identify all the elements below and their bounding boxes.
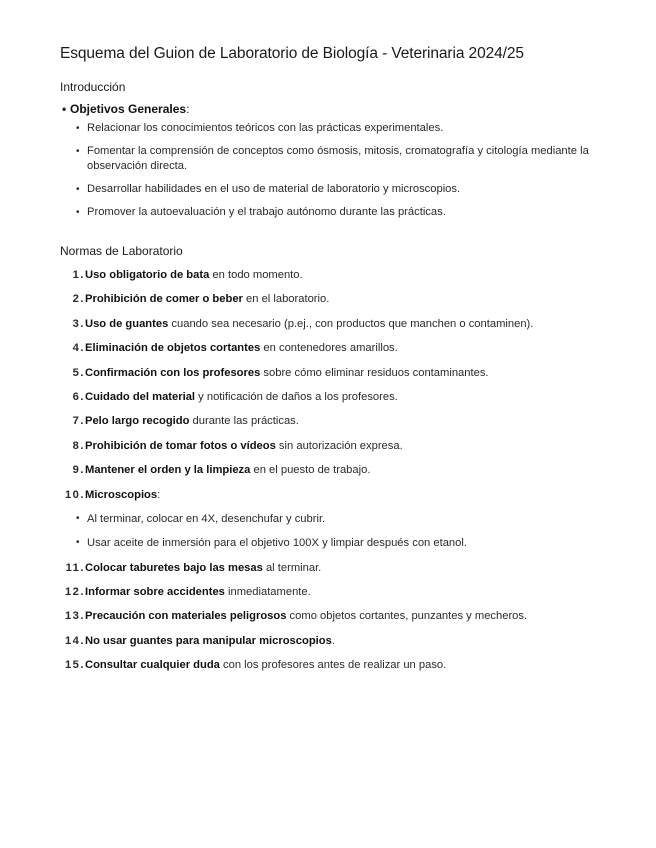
rule-bold: Pelo largo recogido: [85, 415, 190, 428]
objective-text: Relacionar los conocimientos teóricos con las prácticas experimentales.: [87, 122, 444, 134]
list-item: [60, 316, 620, 332]
sub-item-text: Al terminar, colocar en 4X, desenchufar y cubrir.: [87, 512, 326, 525]
list-item: [60, 462, 620, 478]
list-item: [60, 608, 620, 624]
list-item: [60, 291, 620, 307]
list-item: [60, 389, 620, 405]
bullet-icon: •: [76, 537, 80, 549]
list-item: [60, 267, 620, 283]
list-item: [76, 205, 620, 220]
list-item: [60, 487, 620, 503]
item-number: 9.: [72, 464, 85, 477]
bullet-icon: •: [76, 512, 80, 524]
rule-rest: al terminar.: [262, 561, 322, 574]
rule-rest: sin autorización expresa.: [275, 439, 403, 452]
item-number: 8.: [72, 439, 85, 452]
document-title: Esquema del Guion de Laboratorio de Biología - Veterinaria 2024/25: [60, 45, 524, 62]
rule-bold: Prohibición de comer o beber: [85, 293, 243, 306]
norms-list: [60, 267, 620, 503]
rule-rest: durante las prácticas.: [189, 415, 299, 428]
item-number: 14.: [64, 634, 85, 647]
list-item: [60, 365, 620, 381]
item-number: 7.: [72, 415, 85, 428]
rule-rest: como objetos cortantes, punzantes y mecheros.: [286, 610, 528, 623]
list-item: [76, 121, 620, 136]
list-item: [60, 438, 620, 454]
item-number: 2.: [72, 293, 85, 306]
objectives-heading: [62, 101, 620, 117]
bullet-icon: •: [76, 184, 80, 195]
rule-rest: sobre cómo eliminar residuos contaminantes.: [260, 366, 489, 379]
microscope-sub-list: [76, 511, 620, 551]
item-number: 6.: [72, 390, 85, 403]
objectives-label: Objetivos Generales: [70, 102, 187, 116]
rule-bold: Informar sobre accidentes: [85, 586, 225, 599]
objective-text: Promover la autoevaluación y el trabajo autónomo durante las prácticas.: [87, 206, 446, 218]
list-item: [60, 560, 620, 576]
item-number: 11.: [65, 561, 85, 574]
rule-rest: en el puesto de trabajo.: [250, 464, 371, 477]
item-number: 5.: [72, 366, 85, 379]
rule-bold: Microscopios: [85, 488, 158, 501]
list-item: [60, 340, 620, 356]
rule-rest: inmediatamente.: [224, 586, 311, 599]
rule-bold: No usar guantes para manipular microscopios: [85, 634, 332, 647]
rule-bold: Colocar taburetes bajo las mesas: [85, 561, 263, 574]
rule-rest: en todo momento.: [209, 269, 303, 281]
rule-rest: .: [331, 634, 335, 647]
norms-heading: Normas de Laboratorio: [60, 244, 183, 258]
list-item: [60, 633, 620, 649]
item-number: 15.: [64, 659, 85, 672]
rule-bold: Confirmación con los profesores: [85, 366, 261, 379]
rule-rest: en el laboratorio.: [242, 293, 330, 306]
item-number: 13.: [64, 610, 85, 623]
rule-rest: con los profesores antes de realizar un paso.: [219, 659, 447, 672]
list-item: [60, 413, 620, 429]
item-number: 3.: [72, 317, 85, 330]
list-item: [76, 535, 620, 551]
sub-item-text: Usar aceite de inmersión para el objetivo 100X y limpiar después con etanol.: [87, 537, 467, 550]
rule-bold: Consultar cualquier duda: [85, 659, 220, 672]
objectives-list: [76, 121, 620, 220]
rule-bold: Uso obligatorio de bata: [85, 269, 210, 281]
rule-bold: Mantener el orden y la limpieza: [85, 464, 251, 477]
bullet-icon: •: [76, 123, 80, 134]
list-item: [76, 182, 620, 197]
rule-bold: Cuidado del material: [85, 390, 196, 403]
list-item: [76, 144, 620, 174]
rule-rest: cuando sea necesario (p.ej., con productos que manchen o contaminen).: [168, 317, 534, 330]
objectives-colon: :: [186, 102, 190, 116]
bullet-icon: •: [62, 102, 67, 116]
list-item: [60, 657, 620, 673]
list-item: [60, 584, 620, 600]
bullet-icon: •: [76, 146, 80, 157]
bullet-icon: •: [76, 207, 80, 218]
rule-bold: Eliminación de objetos cortantes: [85, 342, 261, 355]
list-item: [76, 511, 620, 527]
item-number: 4.: [72, 342, 85, 355]
objective-text: Fomentar la comprensión de conceptos como ósmosis, mitosis, cromatografía y citología mediante la observación directa.: [87, 145, 589, 172]
intro-heading: Introducción: [60, 80, 126, 94]
rule-rest: :: [157, 488, 161, 501]
rule-bold: Precaución con materiales peligrosos: [85, 610, 287, 623]
rule-rest: y notificación de daños a los profesores.: [195, 390, 398, 403]
rule-bold: Prohibición de tomar fotos o vídeos: [85, 439, 276, 452]
document-page: [60, 44, 620, 682]
item-number: 10.: [64, 488, 85, 501]
norms-list-continued: [60, 560, 620, 674]
objective-text: Desarrollar habilidades en el uso de material de laboratorio y microscopios.: [87, 183, 461, 195]
item-number: 12.: [64, 586, 85, 599]
rule-bold: Uso de guantes: [85, 317, 169, 330]
item-number: 1.: [72, 269, 85, 281]
rule-rest: en contenedores amarillos.: [260, 342, 398, 355]
